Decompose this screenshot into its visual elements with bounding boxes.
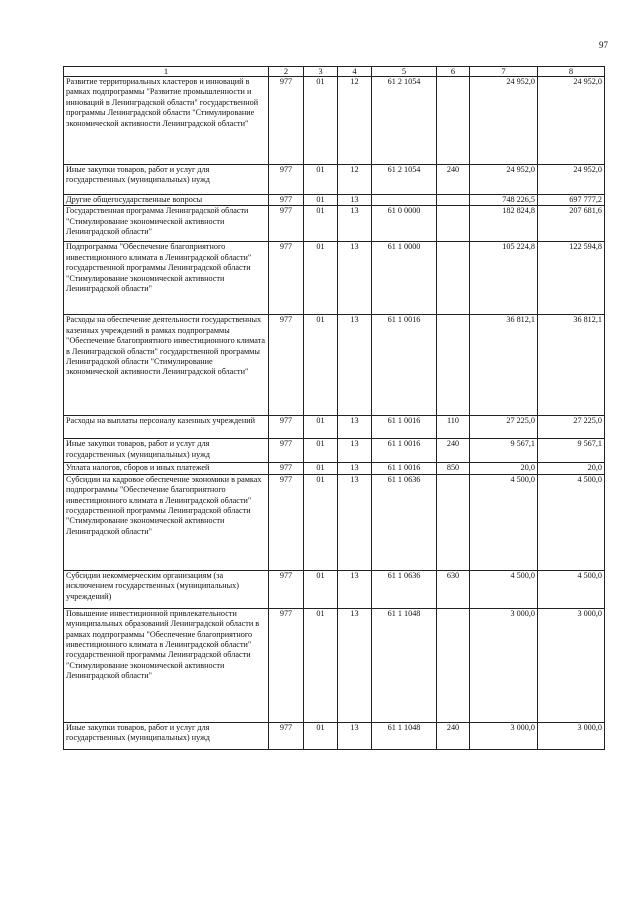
- row-section-cell: 01: [304, 242, 338, 315]
- table-row: [64, 439, 605, 463]
- row-subsection-cell: 13: [338, 206, 372, 242]
- row-name-cell: Субсидии некоммерческим организациям (за исключением государственных (муниципальных) учреждений): [64, 570, 269, 608]
- row-name-cell: Иные закупки товаров, работ и услуг для государственных (муниципальных) нужд: [64, 165, 269, 195]
- row-value-2-cell: 122 594,8: [538, 242, 605, 315]
- row-target-cell: 61 1 0636: [372, 474, 437, 570]
- row-value-1-cell: 748 226,5: [470, 195, 538, 206]
- row-code-cell: 977: [269, 206, 304, 242]
- row-section-cell: 01: [304, 206, 338, 242]
- row-kind-cell: 630: [437, 570, 470, 608]
- row-kind-cell: [437, 206, 470, 242]
- table-row: [64, 77, 605, 165]
- row-subsection-cell: 13: [338, 315, 372, 416]
- row-target-cell: [372, 195, 437, 206]
- table-row: [64, 608, 605, 722]
- row-kind-cell: 240: [437, 722, 470, 749]
- header-row: [64, 67, 605, 77]
- row-name-cell: Другие общегосударственные вопросы: [64, 195, 269, 206]
- row-name-cell: Государственная программа Ленинградской области "Стимулирование экономической активности Ленинградской области": [64, 206, 269, 242]
- row-subsection-cell: 13: [338, 439, 372, 463]
- row-target-cell: 61 1 1048: [372, 608, 437, 722]
- row-subsection-cell: 13: [338, 608, 372, 722]
- row-subsection-cell: 13: [338, 195, 372, 206]
- row-target-cell: 61 1 0016: [372, 315, 437, 416]
- header-cell: 6: [437, 67, 470, 77]
- row-value-1-cell: 3 000,0: [470, 722, 538, 749]
- row-code-cell: 977: [269, 722, 304, 749]
- row-value-2-cell: 3 000,0: [538, 722, 605, 749]
- header-cell: 3: [304, 67, 338, 77]
- table-row: [64, 242, 605, 315]
- row-kind-cell: [437, 315, 470, 416]
- row-value-2-cell: 24 952,0: [538, 165, 605, 195]
- row-section-cell: 01: [304, 416, 338, 439]
- row-name-cell: Субсидии на кадровое обеспечение экономики в рамках подпрограммы "Обеспечение благоприятного инвестиционного климата в Ленинградской области" государственной программы Ленинградской области "Стимулирование экономической активности Ленинградской области": [64, 474, 269, 570]
- row-code-cell: 977: [269, 608, 304, 722]
- row-name-cell: Подпрограмма "Обеспечение благоприятного инвестиционного климата в Ленинградской области" государственной программы Ленинградской области "Стимулирование экономической активности Ленинградской области": [64, 242, 269, 315]
- row-section-cell: 01: [304, 165, 338, 195]
- row-section-cell: 01: [304, 608, 338, 722]
- row-target-cell: 61 1 0016: [372, 463, 437, 474]
- budget-table: [63, 66, 605, 750]
- row-kind-cell: 240: [437, 165, 470, 195]
- row-name-cell: Иные закупки товаров, работ и услуг для государственных (муниципальных) нужд: [64, 439, 269, 463]
- row-name-cell: Уплата налогов, сборов и иных платежей: [64, 463, 269, 474]
- table-row: [64, 165, 605, 195]
- row-value-1-cell: 9 567,1: [470, 439, 538, 463]
- row-value-2-cell: 4 500,0: [538, 570, 605, 608]
- row-code-cell: 977: [269, 463, 304, 474]
- header-cell: 4: [338, 67, 372, 77]
- header-cell: 2: [269, 67, 304, 77]
- row-subsection-cell: 13: [338, 463, 372, 474]
- row-code-cell: 977: [269, 242, 304, 315]
- header-cell: 8: [538, 67, 605, 77]
- row-value-2-cell: 27 225,0: [538, 416, 605, 439]
- row-section-cell: 01: [304, 463, 338, 474]
- table-row: [64, 722, 605, 749]
- row-section-cell: 01: [304, 195, 338, 206]
- row-value-1-cell: 24 952,0: [470, 165, 538, 195]
- row-code-cell: 977: [269, 439, 304, 463]
- row-section-cell: 01: [304, 77, 338, 165]
- row-subsection-cell: 13: [338, 242, 372, 315]
- table-row: [64, 463, 605, 474]
- row-value-1-cell: 182 824,8: [470, 206, 538, 242]
- table-row: [64, 206, 605, 242]
- header-cell: 7: [470, 67, 538, 77]
- row-target-cell: 61 1 1048: [372, 722, 437, 749]
- row-name-cell: Расходы на обеспечение деятельности государственных казенных учреждений в рамках подпрограммы "Обеспечение благоприятного инвестиционного климата в Ленинградской области" государственной программы Ленинградской области "Стимулирование экономической активности Ленинградской области": [64, 315, 269, 416]
- row-target-cell: 61 2 1054: [372, 165, 437, 195]
- header-cell: 1: [64, 67, 269, 77]
- row-subsection-cell: 13: [338, 570, 372, 608]
- table-row: [64, 474, 605, 570]
- row-value-2-cell: 697 777,2: [538, 195, 605, 206]
- row-kind-cell: [437, 242, 470, 315]
- table-row: [64, 416, 605, 439]
- row-name-cell: Повышение инвестиционной привлекательности муниципальных образований Ленинградской области в рамках подпрограммы "Обеспечение благоприятного инвестиционного климата в Ленинградской области" государственной программы Ленинградской области "Стимулирование экономической активности Ленинградской области": [64, 608, 269, 722]
- row-kind-cell: [437, 77, 470, 165]
- row-section-cell: 01: [304, 315, 338, 416]
- row-code-cell: 977: [269, 416, 304, 439]
- row-subsection-cell: 13: [338, 416, 372, 439]
- row-section-cell: 01: [304, 439, 338, 463]
- row-section-cell: 01: [304, 474, 338, 570]
- table-row: [64, 570, 605, 608]
- row-value-2-cell: 3 000,0: [538, 608, 605, 722]
- row-target-cell: 61 0 0000: [372, 206, 437, 242]
- row-value-1-cell: 24 952,0: [470, 77, 538, 165]
- row-target-cell: 61 1 0016: [372, 439, 437, 463]
- row-name-cell: Развитие территориальных кластеров и инноваций в рамках подпрограммы "Развитие промышленности и инноваций в Ленинградской области" государственной программы Ленинградской области "Стимулирование экономической активности Ленинградской области": [64, 77, 269, 165]
- row-code-cell: 977: [269, 570, 304, 608]
- row-value-1-cell: 4 500,0: [470, 474, 538, 570]
- row-value-2-cell: 24 952,0: [538, 77, 605, 165]
- row-value-2-cell: 207 681,6: [538, 206, 605, 242]
- row-code-cell: 977: [269, 474, 304, 570]
- row-kind-cell: 110: [437, 416, 470, 439]
- row-target-cell: 61 1 0000: [372, 242, 437, 315]
- row-value-2-cell: 36 812,1: [538, 315, 605, 416]
- row-kind-cell: 850: [437, 463, 470, 474]
- row-value-2-cell: 4 500,0: [538, 474, 605, 570]
- row-kind-cell: [437, 608, 470, 722]
- row-name-cell: Иные закупки товаров, работ и услуг для государственных (муниципальных) нужд: [64, 722, 269, 749]
- row-code-cell: 977: [269, 77, 304, 165]
- row-subsection-cell: 13: [338, 474, 372, 570]
- row-value-1-cell: 36 812,1: [470, 315, 538, 416]
- row-section-cell: 01: [304, 570, 338, 608]
- row-target-cell: 61 2 1054: [372, 77, 437, 165]
- row-subsection-cell: 12: [338, 165, 372, 195]
- row-value-1-cell: 4 500,0: [470, 570, 538, 608]
- row-section-cell: 01: [304, 722, 338, 749]
- row-value-1-cell: 27 225,0: [470, 416, 538, 439]
- page-number: 97: [599, 40, 608, 50]
- table-row: [64, 315, 605, 416]
- row-target-cell: 61 1 0636: [372, 570, 437, 608]
- row-kind-cell: 240: [437, 439, 470, 463]
- row-value-2-cell: 9 567,1: [538, 439, 605, 463]
- row-value-1-cell: 3 000,0: [470, 608, 538, 722]
- row-subsection-cell: 13: [338, 722, 372, 749]
- row-kind-cell: [437, 195, 470, 206]
- row-value-1-cell: 105 224,8: [470, 242, 538, 315]
- row-code-cell: 977: [269, 315, 304, 416]
- row-value-2-cell: 20,0: [538, 463, 605, 474]
- table-row: [64, 195, 605, 206]
- row-value-1-cell: 20,0: [470, 463, 538, 474]
- row-subsection-cell: 12: [338, 77, 372, 165]
- row-target-cell: 61 1 0016: [372, 416, 437, 439]
- row-name-cell: Расходы на выплаты персоналу казенных учреждений: [64, 416, 269, 439]
- row-kind-cell: [437, 474, 470, 570]
- row-code-cell: 977: [269, 195, 304, 206]
- row-code-cell: 977: [269, 165, 304, 195]
- header-cell: 5: [372, 67, 437, 77]
